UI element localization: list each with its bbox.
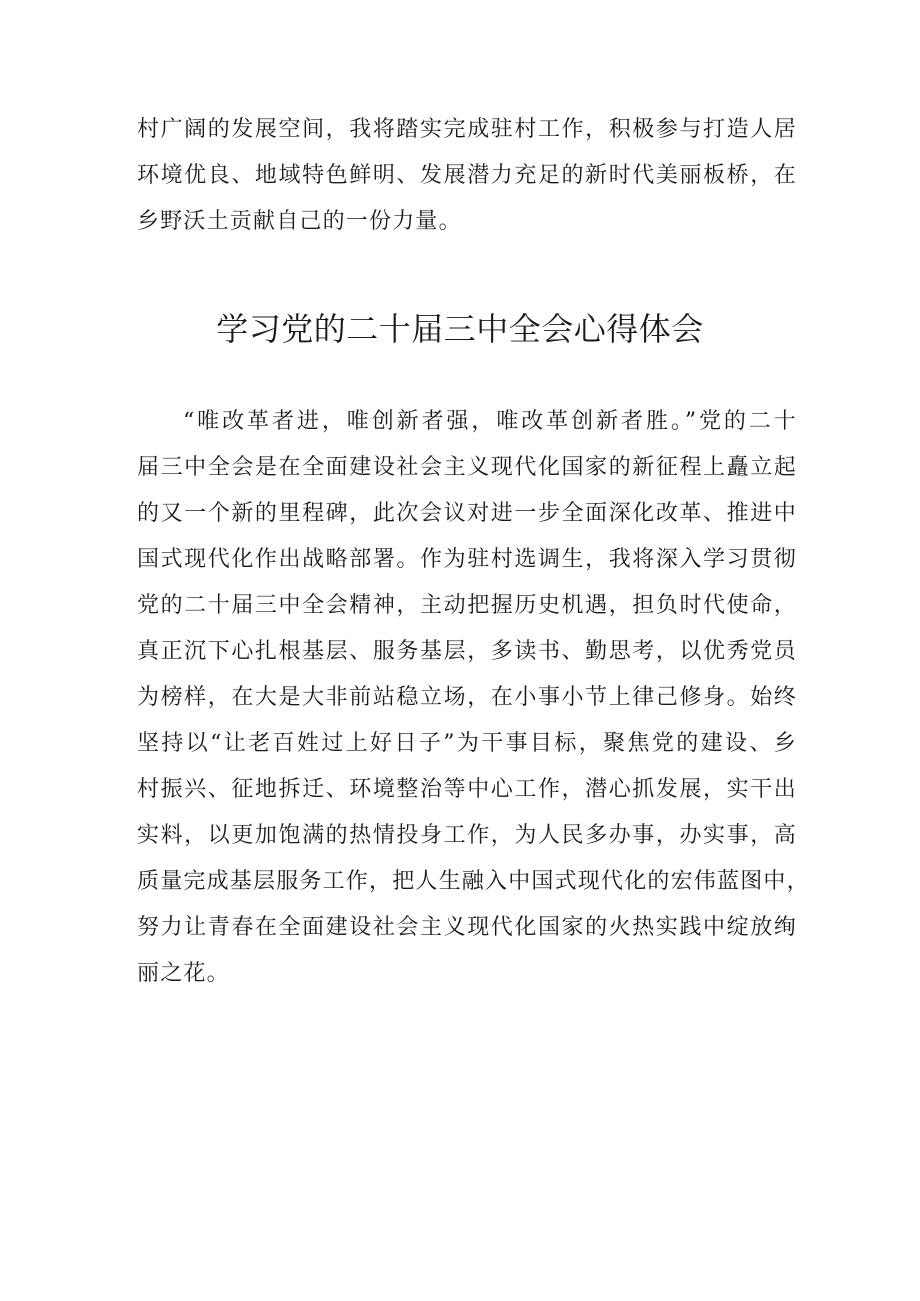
paragraph-line: 党的二十届三中全会精神，主动把握历史机遇，担负时代使命， [137, 593, 797, 618]
paragraph-line: 努力让青春在全面建设社会主义现代化国家的火热实践中绽放绚 [137, 915, 797, 940]
paragraph-line: 届三中全会是在全面建设社会主义现代化国家的新征程上矗立起 [137, 455, 797, 480]
paragraph-line: 质量完成基层服务工作，把人生融入中国式现代化的宏伟蓝图中， [137, 869, 810, 894]
paragraph-line: 真正沉下心扎根基层、服务基层，多读书、勤思考，以优秀党员 [137, 639, 797, 664]
paragraph-line: 国式现代化作出战略部署。作为驻村选调生，我将深入学习贯彻 [137, 547, 797, 572]
document-title: 学习党的二十届三中全会心得体会 [216, 310, 704, 348]
paragraph-line: 实料，以更加饱满的热情投身工作，为人民多办事，办实事，高 [137, 823, 797, 848]
paragraph-line: “唯改革者进，唯创新者强，唯改革创新者胜。”党的二十 [183, 409, 797, 434]
paragraph-line: 村振兴、征地拆迁、环境整治等中心工作，潜心抓发展，实干出 [137, 777, 797, 802]
paragraph-line: 乡野沃土贡献自己的一份力量。 [137, 209, 462, 234]
paragraph-line: 丽之花。 [137, 961, 230, 986]
paragraph-line: 村广阔的发展空间，我将踏实完成驻村工作，积极参与打造人居 [137, 117, 797, 142]
paragraph-line: 坚持以“让老百姓过上好日子”为干事目标，聚焦党的建设、乡 [137, 731, 797, 756]
paragraph-line: 环境优良、地域特色鲜明、发展潜力充足的新时代美丽板桥，在 [137, 163, 797, 188]
intro-paragraph [137, 107, 797, 245]
paragraph-line: 为榜样，在大是大非前站稳立场，在小事小节上律己修身。始终 [137, 685, 797, 710]
body-paragraph [137, 399, 810, 997]
paragraph-line: 的又一个新的里程碑，此次会议对进一步全面深化改革、推进中 [137, 501, 797, 526]
